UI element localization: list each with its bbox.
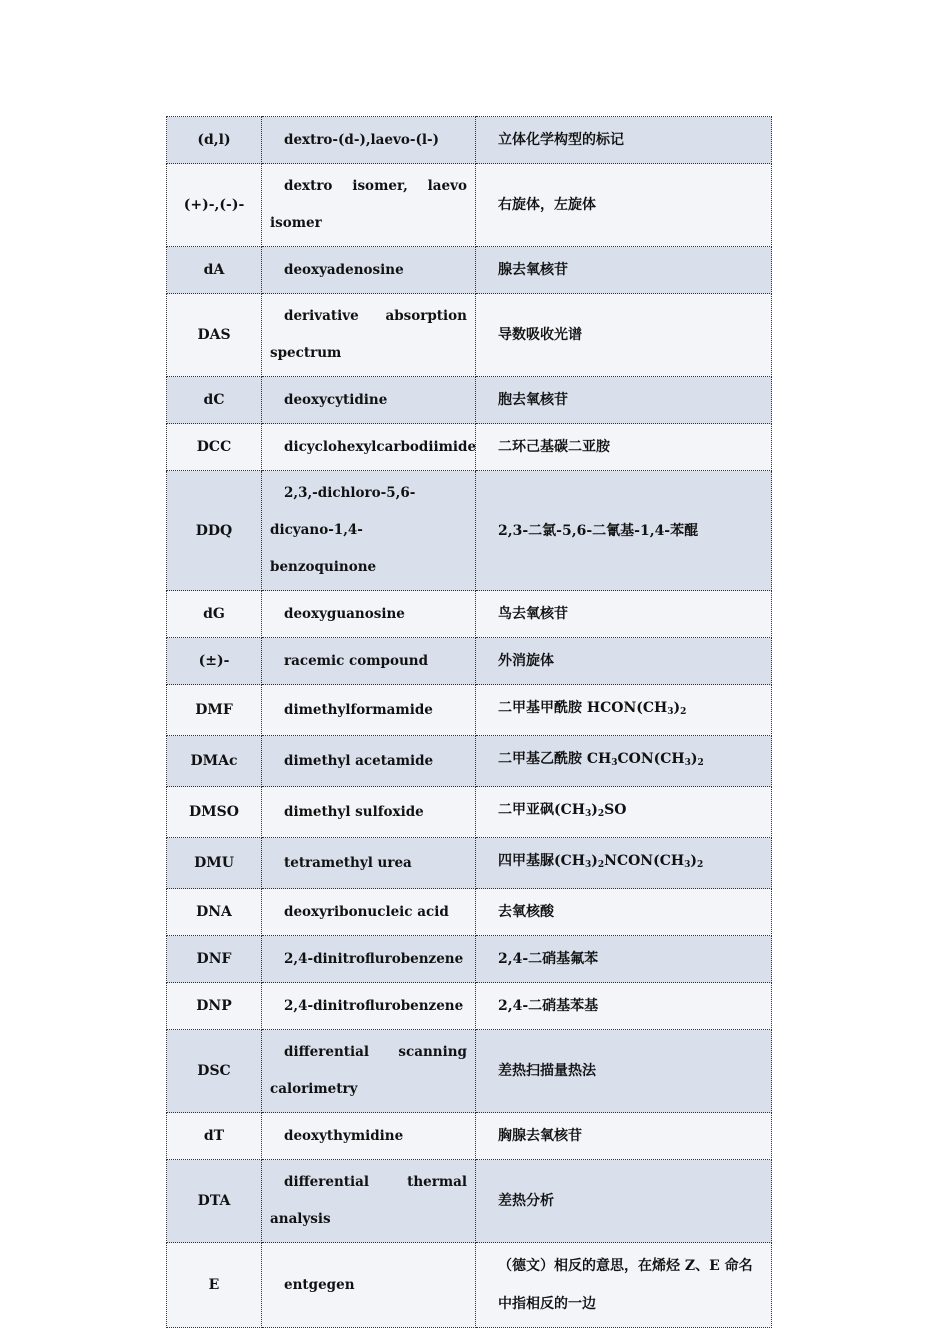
glossary-row bbox=[167, 787, 772, 838]
glossary-row bbox=[167, 591, 772, 638]
chinese-term-cell: 差热扫描量热法 bbox=[476, 1030, 772, 1113]
glossary-row bbox=[167, 638, 772, 685]
chinese-term-cell: 外消旋体 bbox=[476, 638, 772, 685]
glossary-row bbox=[167, 1030, 772, 1113]
abbreviation-cell: dT bbox=[167, 1113, 262, 1160]
glossary-row bbox=[167, 164, 772, 247]
chinese-term-cell: 四甲基脲$(CH_3)_2NCON(CH_3)_2$ bbox=[476, 838, 772, 889]
chinese-term-cell: 导数吸收光谱 bbox=[476, 294, 772, 377]
abbreviation-cell: DSC bbox=[167, 1030, 262, 1113]
english-term-cell: differential scanning calorimetry bbox=[262, 1030, 476, 1113]
chinese-term-cell: 2,4-二硝基氟苯 bbox=[476, 936, 772, 983]
abbreviation-cell: DDQ bbox=[167, 471, 262, 591]
abbreviation-cell: DNP bbox=[167, 983, 262, 1030]
chinese-term-cell: 差热分析 bbox=[476, 1160, 772, 1243]
english-term-cell: racemic compound bbox=[262, 638, 476, 685]
english-term-cell: 2,4-dinitroflurobenzene bbox=[262, 983, 476, 1030]
chinese-term-cell: 去氧核酸 bbox=[476, 889, 772, 936]
glossary-row bbox=[167, 736, 772, 787]
chinese-term-cell: 胸腺去氧核苷 bbox=[476, 1113, 772, 1160]
abbreviation-cell: DNF bbox=[167, 936, 262, 983]
glossary-row bbox=[167, 117, 772, 164]
english-term-cell: 2,4-dinitroflurobenzene bbox=[262, 936, 476, 983]
chinese-term-cell: 二甲亚砜$(CH_3)_2SO$ bbox=[476, 787, 772, 838]
glossary-row bbox=[167, 1113, 772, 1160]
abbreviation-cell: DMF bbox=[167, 685, 262, 736]
abbreviation-cell: E bbox=[167, 1243, 262, 1328]
abbreviation-cell: DCC bbox=[167, 424, 262, 471]
english-term-cell: 2,3,-dichloro-5,6-dicyano-1,4-benzoquinone bbox=[262, 471, 476, 591]
glossary-row bbox=[167, 983, 772, 1030]
abbreviation-cell: (±)- bbox=[167, 638, 262, 685]
english-term-cell: dimethylformamide bbox=[262, 685, 476, 736]
chinese-term-cell: 腺去氧核苷 bbox=[476, 247, 772, 294]
chinese-term-cell: 2,3-二氯-5,6-二氰基-1,4-苯醌 bbox=[476, 471, 772, 591]
english-term-cell: dextro isomer, laevo isomer bbox=[262, 164, 476, 247]
abbreviation-cell: dC bbox=[167, 377, 262, 424]
glossary-row bbox=[167, 889, 772, 936]
glossary-table bbox=[166, 116, 772, 1328]
glossary-row bbox=[167, 685, 772, 736]
english-term-cell: derivative absorption spectrum bbox=[262, 294, 476, 377]
abbreviation-cell: DMSO bbox=[167, 787, 262, 838]
abbreviation-cell: DAS bbox=[167, 294, 262, 377]
glossary-row bbox=[167, 1160, 772, 1243]
english-term-cell: dimethyl acetamide bbox=[262, 736, 476, 787]
glossary-row bbox=[167, 838, 772, 889]
chinese-term-cell: 二环己基碳二亚胺 bbox=[476, 424, 772, 471]
abbreviation-cell: dA bbox=[167, 247, 262, 294]
glossary-row bbox=[167, 294, 772, 377]
english-term-cell: deoxycytidine bbox=[262, 377, 476, 424]
abbreviation-cell: (+)-,(-)- bbox=[167, 164, 262, 247]
glossary-table-body bbox=[167, 117, 772, 1328]
chinese-term-cell: 胞去氧核苷 bbox=[476, 377, 772, 424]
english-term-cell: deoxythymidine bbox=[262, 1113, 476, 1160]
abbreviation-cell: DTA bbox=[167, 1160, 262, 1243]
abbreviation-cell: DMU bbox=[167, 838, 262, 889]
english-term-cell: deoxyguanosine bbox=[262, 591, 476, 638]
english-term-cell: dextro-(d-),laevo-(l-) bbox=[262, 117, 476, 164]
glossary-row bbox=[167, 471, 772, 591]
glossary-row bbox=[167, 247, 772, 294]
glossary-row bbox=[167, 424, 772, 471]
chinese-term-cell: 鸟去氧核苷 bbox=[476, 591, 772, 638]
english-term-cell: deoxyribonucleic acid bbox=[262, 889, 476, 936]
chinese-term-cell: 2,4-二硝基苯基 bbox=[476, 983, 772, 1030]
abbreviation-cell: (d,l) bbox=[167, 117, 262, 164]
abbreviation-cell: dG bbox=[167, 591, 262, 638]
chinese-term-cell: 立体化学构型的标记 bbox=[476, 117, 772, 164]
glossary-row bbox=[167, 936, 772, 983]
english-term-cell: deoxyadenosine bbox=[262, 247, 476, 294]
english-term-cell: differential thermal analysis bbox=[262, 1160, 476, 1243]
abbreviation-cell: DNA bbox=[167, 889, 262, 936]
glossary-row bbox=[167, 1243, 772, 1328]
chinese-term-cell: （德文）相反的意思，在烯烃 Z、E 命名中指相反的一边 bbox=[476, 1243, 772, 1328]
english-term-cell: dimethyl sulfoxide bbox=[262, 787, 476, 838]
english-term-cell: entgegen bbox=[262, 1243, 476, 1328]
chinese-term-cell: 右旋体，左旋体 bbox=[476, 164, 772, 247]
abbreviation-cell: DMAc bbox=[167, 736, 262, 787]
chinese-term-cell: 二甲基甲酰胺 $HCON(CH_3)_2$ bbox=[476, 685, 772, 736]
english-term-cell: dicyclohexylcarbodiimide bbox=[262, 424, 476, 471]
glossary-row bbox=[167, 377, 772, 424]
chinese-term-cell: 二甲基乙酰胺 $CH_3CON(CH_3)_2$ bbox=[476, 736, 772, 787]
english-term-cell: tetramethyl urea bbox=[262, 838, 476, 889]
